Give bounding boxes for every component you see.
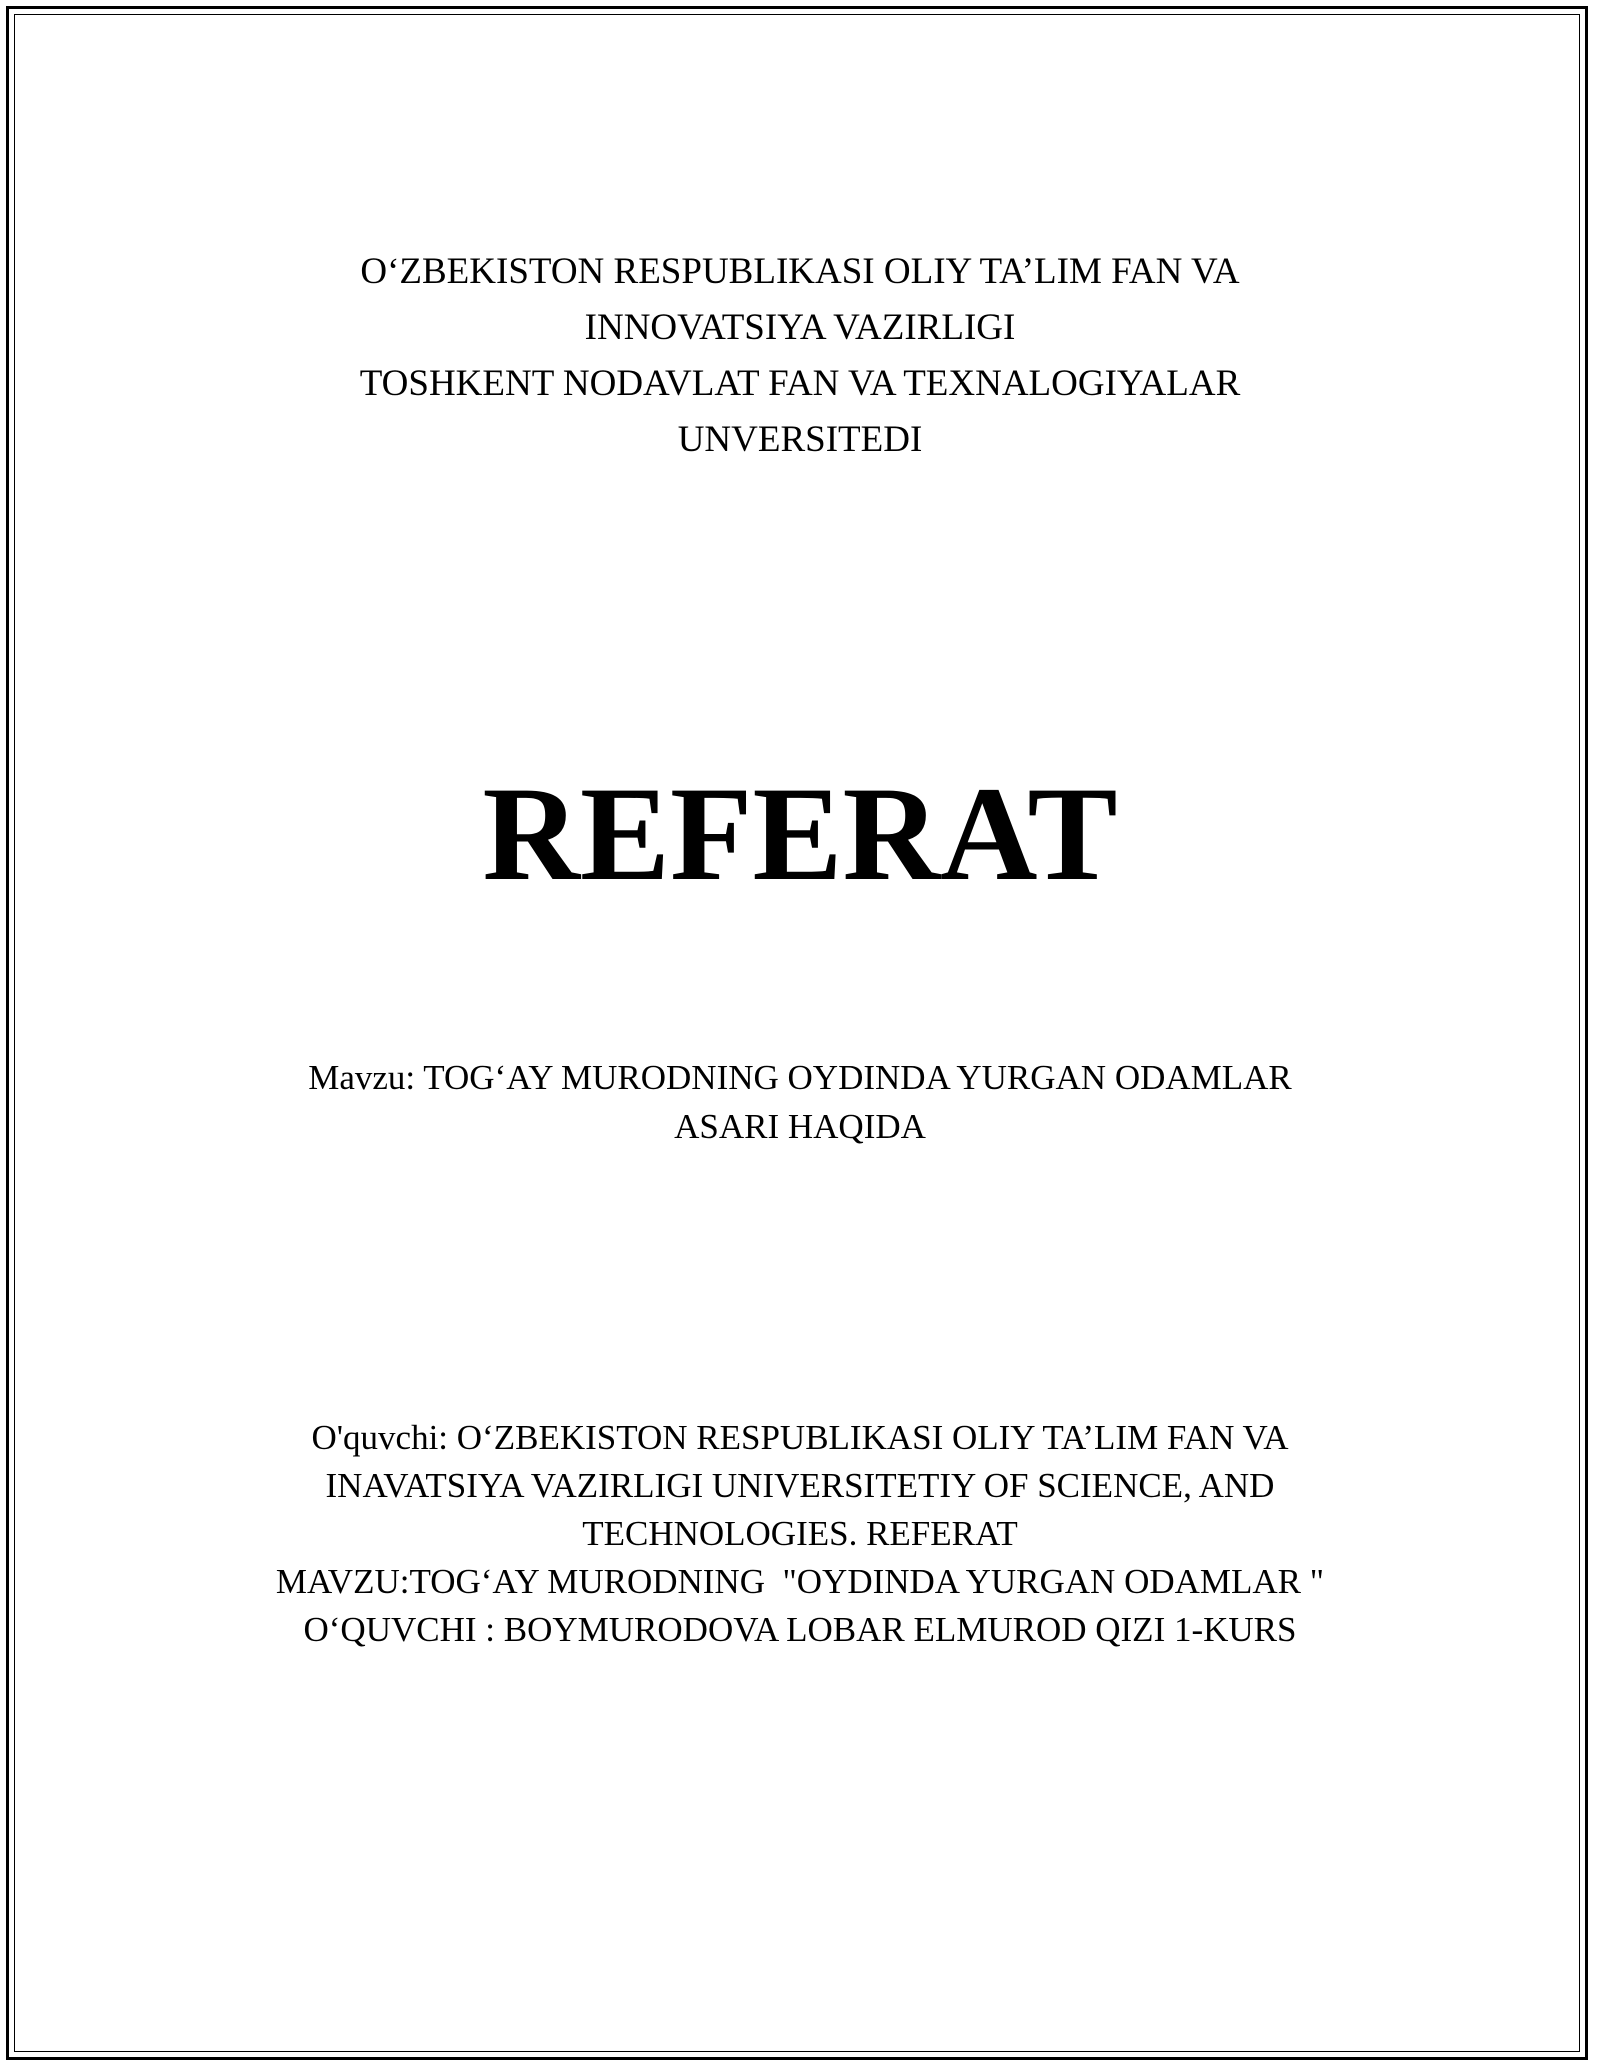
header-line-2: INNOVATSIYA VAZIRLIGI [584, 307, 1016, 348]
header-line-4: UNVERSITEDI [677, 419, 923, 460]
student-line-2: INAVATSIYA VAZIRLIGI UNIVERSITETIY OF SCIENCE, AND [325, 1466, 1275, 1505]
header-line-3: TOSHKENT NODAVLAT FAN VA TEXNALOGIYALAR [359, 363, 1241, 404]
student-line-5: O‘QUVCHI : BOYMURODOVA LOBAR ELMUROD QIZI 1-KURS [303, 1610, 1297, 1649]
student-block [0, 1414, 1600, 1654]
document-title: REFERAT [482, 760, 1118, 909]
student-line-4: MAVZU:TOG‘AY MURODNING "OYDINDA YURGAN ODAMLAR " [275, 1562, 1325, 1601]
student-line-3: TECHNOLOGIES. REFERAT [582, 1514, 1018, 1553]
topic-line-1: Mavzu: TOG‘AY MURODNING OYDINDA YURGAN ODAMLAR [308, 1058, 1292, 1097]
header-line-1: O‘ZBEKISTON RESPUBLIKASI OLIY TA’LIM FAN VA [360, 251, 1240, 292]
topic-line-2: ASARI HAQIDA [674, 1107, 926, 1146]
ministry-header [0, 244, 1600, 468]
topic-block [0, 1053, 1600, 1151]
student-line-1: O'quvchi: O‘ZBEKISTON RESPUBLIKASI OLIY TA’LIM FAN VA [311, 1418, 1289, 1457]
